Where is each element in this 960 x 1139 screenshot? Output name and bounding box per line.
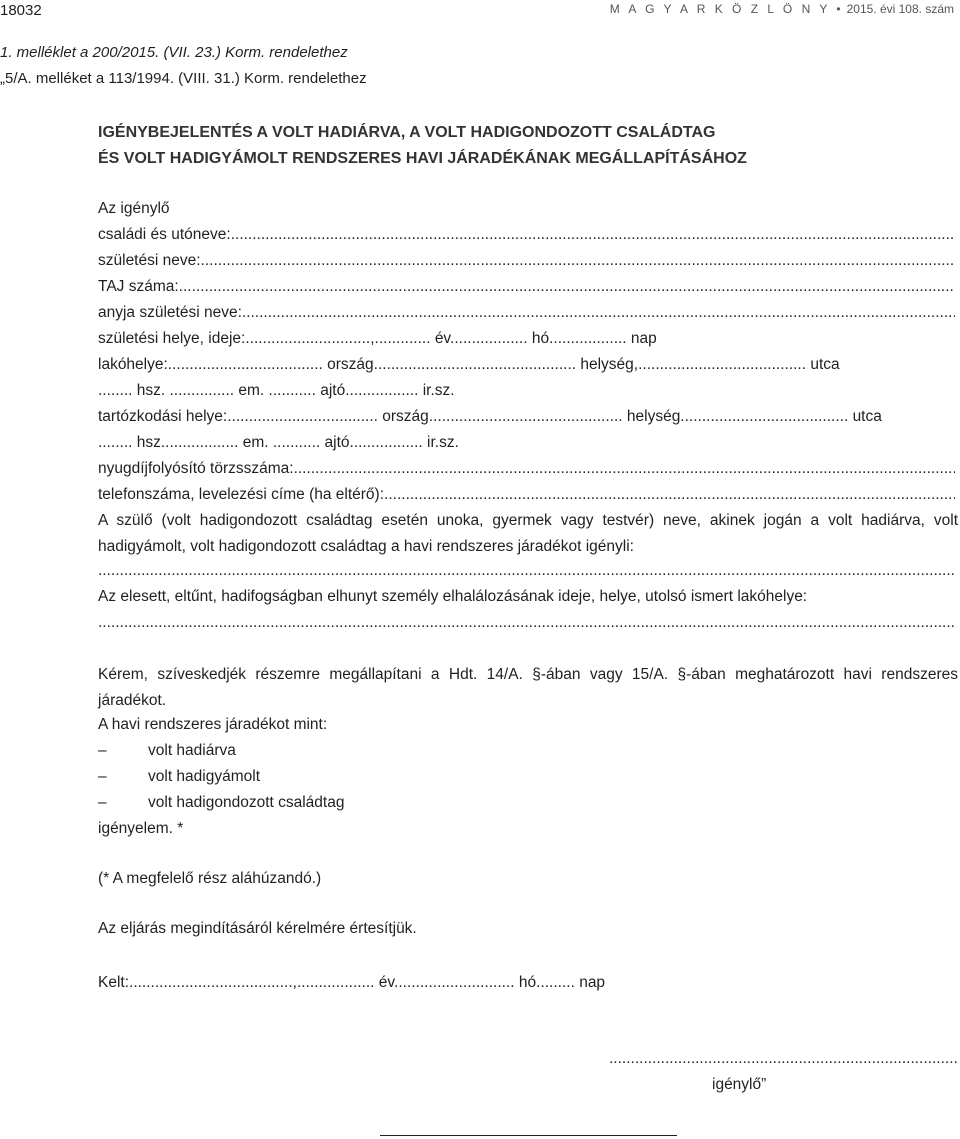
taj-field[interactable] [98, 278, 955, 296]
option-dash: – [98, 742, 107, 759]
option-war-orphan[interactable] [98, 742, 236, 760]
form-title-line-1: IGÉNYBEJELENTÉS A VOLT HADIÁRVA, A VOLT HADIGONDOZOTT CSALÁDTAG [98, 124, 716, 141]
option-dash: – [98, 794, 107, 811]
applicant-intro: Az igénylő [98, 200, 170, 217]
footnote: (* A megfelelő rész aláhúzandó.) [98, 870, 322, 887]
option-label: volt hadigyámolt [148, 768, 261, 785]
stay-address-line-2[interactable]: ........ hsz.................. em. ........... ajtó................. ir.sz. [98, 434, 459, 451]
page-number: 18032 [0, 2, 42, 19]
phone-address-field[interactable] [98, 486, 955, 504]
stay-address-line-1[interactable]: tartózkodási helye:................................... ország............................................. helység....................................... utca [98, 408, 882, 425]
signature-line[interactable]: ................................................................................. [609, 1050, 958, 1067]
running-header [610, 2, 954, 16]
notification-statement: Az eljárás megindításáról kérelmére értesítjük. [98, 920, 417, 937]
phone-address-label: telefonszáma, levelezési címe (ha eltérő): [98, 486, 385, 503]
name-label: családi és utóneve: [98, 226, 231, 243]
deceased-info-prompt: Az elesett, eltűnt, hadifogságban elhunyt személy elhalálozásának ideje, helye, utolsó ismert lakóhelye: [98, 588, 808, 605]
option-label: volt hadigondozott családtag [148, 794, 345, 811]
request-statement: Kérem, szíveskedjék részemre megállapítani a Hdt. 14/A. §-ában vagy 15/A. §-ában meghatározott havi rendszeres járadékot. [98, 666, 958, 709]
option-war-family-member[interactable] [98, 794, 344, 812]
option-dash: – [98, 768, 107, 785]
pension-id-label: nyugdíjfolyósító törzsszáma: [98, 460, 294, 477]
date-field[interactable]: Kelt:......................................,.................. év............................ hó......... nap [98, 974, 606, 991]
issue-number: 2015. évi 108. szám [846, 2, 954, 16]
parent-name-prompt: A szülő (volt hadigondozott családtag esetén unoka, gyermek vagy testvér) neve, akinek jogán a volt hadiárva, volt hadigyámolt, volt hadigondozott családtag a havi rendszeres járadékot igényli: [98, 512, 958, 555]
header-bullet: • [836, 2, 841, 16]
birth-place-date-field[interactable]: születési helye, ideje:.............................,............. év.................. hó.................. nap [98, 330, 657, 347]
form-title-line-2: ÉS VOLT HADIGYÁMOLT RENDSZERES HAVI JÁRADÉKÁNAK MEGÁLLAPÍTÁSÁHOZ [98, 150, 747, 167]
amended-annex-reference: „5/A. melléket a 113/1994. (VIII. 31.) Korm. rendelethez [0, 70, 367, 87]
claim-statement: igényelem. * [98, 820, 184, 837]
pension-id-field[interactable] [98, 460, 955, 478]
option-war-ward[interactable] [98, 768, 260, 786]
deceased-info-field[interactable] [98, 614, 955, 632]
birth-name-field[interactable] [98, 252, 955, 270]
birth-name-label: születési neve: [98, 252, 201, 269]
residence-line-1[interactable]: lakóhelye:.................................... ország............................................... helység,....................................... utca [98, 356, 840, 373]
signature-label: igénylő” [712, 1076, 767, 1093]
residence-line-2[interactable]: ........ hsz. ............... em. ........... ajtó................. ir.sz. [98, 382, 455, 399]
parent-name-field[interactable] [98, 562, 955, 580]
mother-name-label: anyja születési neve: [98, 304, 242, 321]
option-label: volt hadiárva [148, 742, 236, 759]
magazine-name: M A G Y A R K Ö Z L Ö N Y [609, 2, 831, 16]
taj-label: TAJ száma: [98, 278, 179, 295]
benefit-as-label: A havi rendszeres járadékot mint: [98, 716, 328, 733]
name-field[interactable] [98, 226, 955, 244]
mother-name-field[interactable] [98, 304, 955, 322]
annex-reference: 1. melléklet a 200/2015. (VII. 23.) Korm. rendelethez [0, 44, 348, 61]
bottom-divider [380, 1135, 677, 1136]
